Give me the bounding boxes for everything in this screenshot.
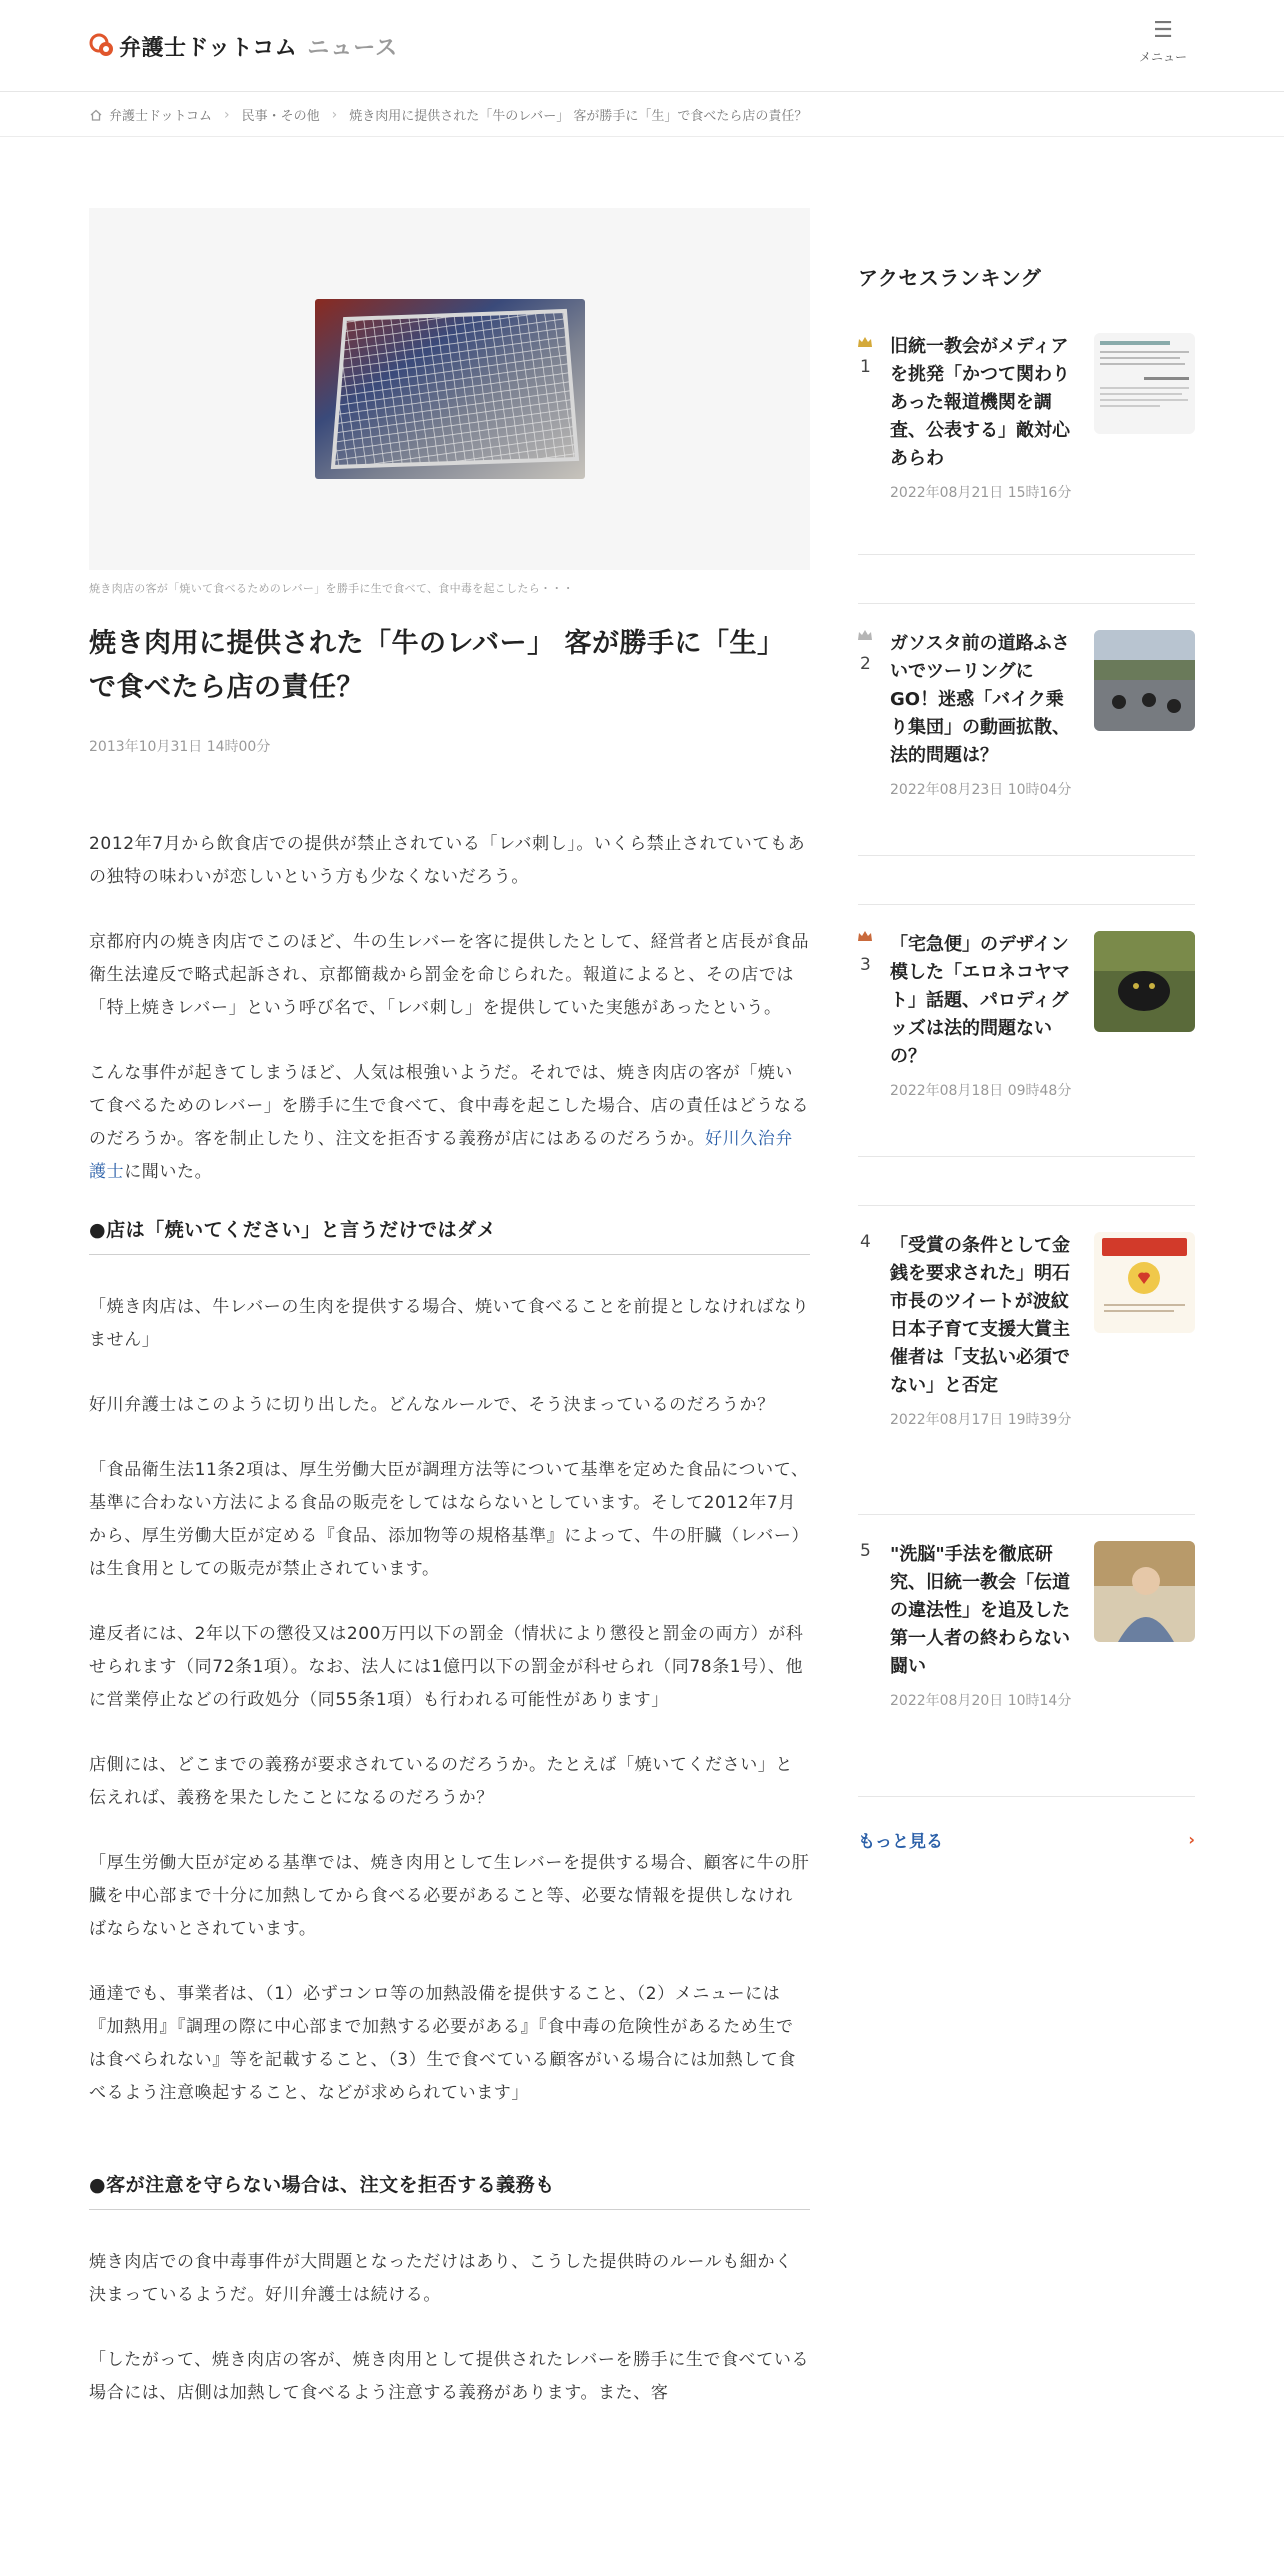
paragraph-text: こんな事件が起きてしまうほど、人気は根強いようだ。それでは、焼き肉店の客が「焼いて食べるためのレバー」を勝手に生で食べて、食中毒を起こした場合、店の責任はどうなるのだろうか。客を制止したり、注文を拒否する義務が店にはあるのだろうか。 [89, 1063, 810, 1149]
crown-icon [858, 931, 872, 941]
rank-number: 2 [860, 654, 871, 674]
paragraph: 京都府内の焼き肉店でこのほど、牛の生レバーを客に提供したとして、経営者と店長が食品衛生法違反で略式起訴され、京都簡裁から罰金を命じられた。報道によると、その店では「特上焼きレバー」という呼び名で、「レバ刺し」を提供していた実態があったという。 [89, 932, 810, 1018]
paragraph-text: に聞いた。 [124, 1162, 213, 1182]
breadcrumb-category[interactable]: 民事・その他 [241, 109, 320, 124]
logo-mark-icon [89, 32, 115, 60]
article-date: 2013年10月31日 14時00分 [89, 739, 271, 755]
menu-button[interactable] [1130, 20, 1196, 72]
paragraph: 「焼き肉店は、牛レバーの生肉を提供する場合、焼いて食べることを前提としなければなりません」 [89, 1297, 810, 1350]
logo-text: 弁護士ドットコム [119, 35, 298, 61]
paragraph: 通達でも、事業者は、（1）必ずコンロ等の加熱設備を提供すること、（2）メニューには『加熱用』『調理の際に中心部まで加熱する必要がある』『食中毒の危険性があるため生では食べられない』等を記載すること、（3）生で食べている顧客がいる場合には加熱して食べるよう注意喚起すること、などが求められています」 [89, 1984, 796, 2103]
hero-image-frame [89, 208, 810, 570]
more-link[interactable] [858, 1827, 1195, 1852]
ranking-thumbnail [1094, 1232, 1195, 1333]
access-ranking [858, 262, 1195, 1852]
chevron-right-icon: › [331, 106, 338, 123]
ranking-thumbnail [1094, 333, 1195, 434]
ranking-item[interactable] [858, 1515, 1195, 1797]
rank-number: 4 [860, 1232, 871, 1252]
paragraph [89, 1057, 810, 1189]
ranking-item[interactable] [858, 333, 1195, 555]
ranking-item[interactable] [858, 603, 1195, 856]
paragraph: 好川弁護士はこのように切り出した。どんなルールで、そう決まっているのだろうか？ [89, 1395, 775, 1415]
paragraph: 「食品衛生法11条2項は、厚生労働大臣が調理方法等について基準を定めた食品について、基準に合わない方法による食品の販売をしてはならないとしています。そして2012年7月から、厚生労働大臣が定める『食品、添加物等の規格基準』によって、牛の肝臓（レバー）は生食用としての販売が禁止されています。 [89, 1460, 810, 1579]
rank-number: 1 [860, 357, 871, 377]
ranking-item[interactable] [858, 1205, 1195, 1515]
section-heading: ●客が注意を守らない場合は、注文を拒否する義務も [89, 2170, 810, 2210]
grill-photo [315, 299, 585, 479]
breadcrumb [0, 93, 1284, 137]
section-heading: ●店は「焼いてください」と言うだけではダメ [89, 1215, 810, 1255]
image-caption: 焼き肉店の客が「焼いて食べるためのレバー」を勝手に生で食べて、食中毒を起こしたら・・・ [89, 582, 574, 595]
rank-number: 3 [860, 955, 871, 975]
ranking-item[interactable] [858, 904, 1195, 1157]
hamburger-icon: ☰ [1153, 18, 1173, 43]
crown-icon [858, 337, 872, 347]
menu-label: メニュー [1138, 50, 1187, 64]
chevron-right-icon: › [1188, 1830, 1195, 1849]
ranking-item-date: 2022年08月17日 19時39分 [890, 1412, 1072, 1428]
ranking-thumbnail [1094, 1541, 1195, 1642]
paragraph: 焼き肉店での食中毒事件が大問題となっただけはあり、こうした提供時のルールも細かく決まっているようだ。好川弁護士は続ける。 [89, 2252, 793, 2305]
ranking-item-title: ガソスタ前の道路ふさいでツーリングにGO！迷惑「バイク乗り集団」の動画拡散、法的問題は？ [890, 633, 1070, 766]
ranking-list [858, 333, 1195, 1797]
paragraph: 2012年7月から飲食店での提供が禁止されている「レバ刺し」。いくら禁止されていてもあの独特の味わいが恋しいという方も少なくないだろう。 [89, 834, 806, 887]
site-header [0, 0, 1284, 92]
breadcrumb-current: 焼き肉用に提供された「牛のレバー」 客が勝手に「生」で食べたら店の責任？ [349, 109, 808, 124]
paragraph: 店側には、どこまでの義務が要求されているのだろうか。たとえば「焼いてください」と伝えれば、義務を果たしたことになるのだろうか？ [89, 1755, 793, 1808]
rank-number: 5 [860, 1541, 871, 1561]
ranking-item-title: 「受賞の条件として金銭を要求された」明石市長のツイートが波紋 日本子育て支援大賞主催者は「支払い必須でない」と否定 [890, 1235, 1087, 1396]
ranking-item-title: 「宅急便」のデザイン模した「エロネコヤマト」話題、パロディグッズは法的問題ないの？ [890, 934, 1070, 1067]
ranking-item-date: 2022年08月21日 15時16分 [890, 485, 1072, 501]
home-icon [89, 108, 103, 122]
ranking-item-date: 2022年08月20日 10時14分 [890, 1693, 1072, 1709]
ranking-title: アクセスランキング [858, 266, 1042, 290]
ranking-thumbnail [1094, 931, 1195, 1032]
ranking-item-date: 2022年08月18日 09時48分 [890, 1083, 1072, 1099]
paragraph: 「したがって、焼き肉店の客が、焼き肉用として提供されたレバーを勝手に生で食べている場合には、店側は加熱して食べるよう注意する義務があります。また、客 [89, 2350, 810, 2403]
breadcrumb-home[interactable] [89, 105, 212, 124]
paragraph: 「厚生労働大臣が定める基準では、焼き肉用として生レバーを提供する場合、顧客に牛の肝臓を中心部まで十分に加熱してから食べる必要があること等、必要な情報を提供しなければならないとされています。 [89, 1853, 810, 1939]
article-title: 焼き肉用に提供された「牛のレバー」 客が勝手に「生」で食べたら店の責任？ [89, 628, 785, 703]
chevron-right-icon: › [223, 106, 230, 123]
article-body [89, 828, 810, 2410]
site-logo[interactable] [89, 30, 398, 62]
paragraph: 違反者には、2年以下の懲役又は200万円以下の罰金（情状により懲役と罰金の両方）が科せられます（同72条1項）。なお、法人には1億円以下の罰金が科せられ（同78条1号）、他に営業停止などの行政処分（同55条1項）も行われる可能性があります」 [89, 1624, 804, 1710]
article [89, 208, 810, 2442]
ranking-item-title: "洗脳"手法を徹底研究、旧統一教会「伝道の違法性」を追及した第一人者の終わらない闘い [890, 1544, 1070, 1677]
ranking-item-date: 2022年08月23日 10時04分 [890, 782, 1072, 798]
breadcrumb-home-label: 弁護士ドットコム [109, 109, 212, 124]
more-label: もっと見る [858, 1832, 943, 1852]
lawyer-link[interactable]: 好川久治弁護士 [89, 1129, 793, 1182]
crown-icon [858, 630, 872, 640]
logo-sub-text: ニュース [307, 35, 399, 61]
ranking-thumbnail [1094, 630, 1195, 731]
ranking-item-title: 旧統一教会がメディアを挑発「かつて関わりあった報道機関を調査、公表する」敵対心あらわ [890, 336, 1070, 469]
